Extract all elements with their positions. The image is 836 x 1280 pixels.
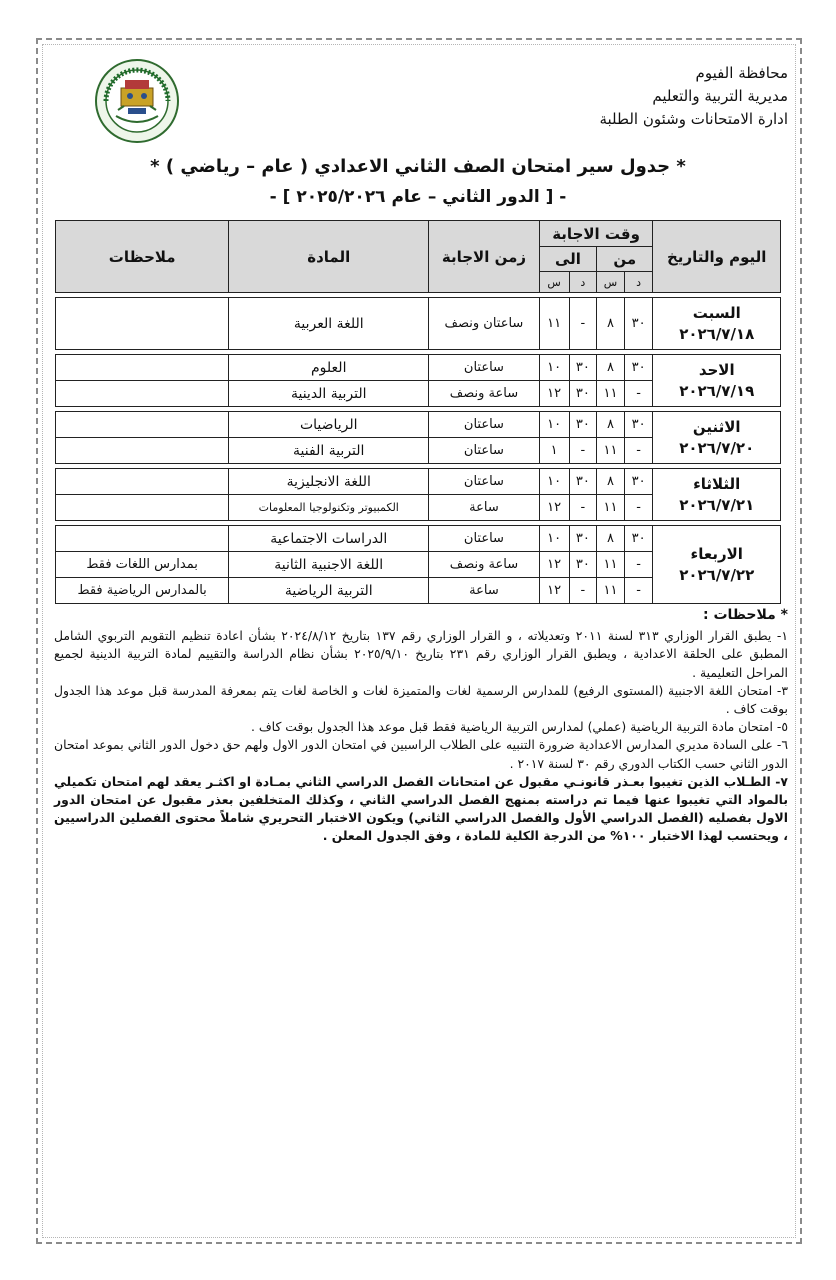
subject: اللغة العربية xyxy=(229,298,429,350)
subject: التربية الرياضية xyxy=(229,578,429,604)
duration: ساعة xyxy=(429,495,540,521)
exam-schedule-table xyxy=(55,220,781,604)
to-hour: ١٢ xyxy=(539,578,569,604)
header-notes: ملاحظات xyxy=(56,221,229,293)
notes-title: * ملاحظات : xyxy=(702,607,788,623)
header-day-date: اليوم والتاريخ xyxy=(653,221,781,293)
table-row xyxy=(56,526,781,552)
to-hour: ١٠ xyxy=(539,355,569,381)
directorate-name: مديرية التربية والتعليم xyxy=(652,87,788,105)
header-subject: المادة xyxy=(229,221,429,293)
from-minute: ٣٠ xyxy=(624,526,653,552)
from-minute: - xyxy=(624,578,653,604)
subject: اللغة الانجليزية xyxy=(229,469,429,495)
subject: التربية الدينية xyxy=(229,381,429,407)
header-from-hour: س xyxy=(597,272,625,293)
note-item: ٥- امتحان مادة التربية الرياضية (عملي) لمدارس التربية الرياضية فقط قبل موعد هذا الجدول بوقت كاف . xyxy=(250,719,788,735)
header-from: من xyxy=(597,247,653,272)
day-name: الاحد xyxy=(698,360,735,379)
table-row xyxy=(56,355,781,381)
day-date: ٢٠٢٦/٧/١٨ xyxy=(679,324,755,343)
to-minute: - xyxy=(569,298,597,350)
header-duration: زمن الاجابة xyxy=(429,221,540,293)
duration: ساعتان xyxy=(429,438,540,464)
duration: ساعتان ونصف xyxy=(429,298,540,350)
to-hour: ١٠ xyxy=(539,469,569,495)
from-minute: ٣٠ xyxy=(624,298,653,350)
document-title: * جدول سير امتحان الصف الثاني الاعدادي ( عام – رياضي ) * xyxy=(150,156,686,177)
to-minute: - xyxy=(569,495,597,521)
from-hour: ١١ xyxy=(597,552,625,578)
to-hour: ١٢ xyxy=(539,381,569,407)
to-minute: - xyxy=(569,578,597,604)
subject: العلوم xyxy=(229,355,429,381)
duration: ساعة ونصف xyxy=(429,381,540,407)
note xyxy=(56,355,229,381)
header-from-minute: د xyxy=(624,272,653,293)
from-hour: ١١ xyxy=(597,381,625,407)
day-name: الثلاثاء xyxy=(693,474,741,493)
document-subtitle: - [ الدور الثاني – عام ٢٠٢٥/٢٠٢٦ ] - xyxy=(269,187,567,207)
day-date: ٢٠٢٦/٧/٢٢ xyxy=(679,565,755,584)
duration: ساعتان xyxy=(429,469,540,495)
from-hour: ٨ xyxy=(597,298,625,350)
from-hour: ١١ xyxy=(597,495,625,521)
header-to: الى xyxy=(539,247,596,272)
note: بمدارس اللغات فقط xyxy=(56,552,229,578)
duration: ساعتان xyxy=(429,526,540,552)
note xyxy=(56,469,229,495)
header-to-minute: د xyxy=(569,272,597,293)
header-answer-time: وقت الاجابة xyxy=(539,221,653,247)
from-hour: ٨ xyxy=(597,469,625,495)
note xyxy=(56,438,229,464)
day-cell xyxy=(653,526,781,604)
from-hour: ٨ xyxy=(597,355,625,381)
from-hour: ١١ xyxy=(597,438,625,464)
day-cell xyxy=(653,355,781,407)
note-item: ٦- على السادة مديري المدارس الاعدادية ضرورة التنبيه على الطلاب الراسبين في امتحان الدور الاول ولهم حق دخول الدور الثاني بموعد امتحان الدور الثاني حسب الكتاب الدوري رقم ٣٠ لسنة ٢٠١٧ . xyxy=(54,737,788,771)
day-cell xyxy=(653,469,781,521)
subject: الدراسات الاجتماعية xyxy=(229,526,429,552)
day-name: السبت xyxy=(692,303,741,322)
header-to-hour: س xyxy=(539,272,569,293)
to-hour: ١٠ xyxy=(539,526,569,552)
day-date: ٢٠٢٦/٧/٢١ xyxy=(679,495,755,514)
to-hour: ١٢ xyxy=(539,495,569,521)
to-minute: ٣٠ xyxy=(569,381,597,407)
from-minute: - xyxy=(624,438,653,464)
to-minute: ٣٠ xyxy=(569,469,597,495)
note xyxy=(56,526,229,552)
from-minute: - xyxy=(624,381,653,407)
to-minute: ٣٠ xyxy=(569,552,597,578)
table-row xyxy=(56,412,781,438)
day-cell xyxy=(653,412,781,464)
to-hour: ١٠ xyxy=(539,412,569,438)
from-minute: - xyxy=(624,552,653,578)
table-row xyxy=(56,469,781,495)
to-minute: ٣٠ xyxy=(569,355,597,381)
table-row xyxy=(56,298,781,350)
from-minute: ٣٠ xyxy=(624,355,653,381)
duration: ساعة ونصف xyxy=(429,552,540,578)
department-name: ادارة الامتحانات وشئون الطلبة xyxy=(599,110,788,128)
day-date: ٢٠٢٦/٧/١٩ xyxy=(679,381,755,400)
note xyxy=(56,495,229,521)
from-hour: ١١ xyxy=(597,578,625,604)
subject: الكمبيوتر وتكنولوجيا المعلومات xyxy=(229,495,429,521)
note xyxy=(56,381,229,407)
from-hour: ٨ xyxy=(597,412,625,438)
from-minute: ٣٠ xyxy=(624,412,653,438)
subject: التربية الفنية xyxy=(229,438,429,464)
to-minute: - xyxy=(569,438,597,464)
note-item: ٧- الطـلاب الذين تغيبوا بعـذر قانونـي مقبول عن امتحانات الفصل الدراسي الثاني بمـادة او اكثـر يعقد لهم امتحان تكميلي بالمواد التي تغيبوا عنها فيما تم دراسته بمنهج الفصل الدراسي الثاني ، وكذلك المتخلفين بعذر مقبول عن امتحان الدور الاول بفصليه (الفصل الدراسي الأول والفصل الدراسي الثاني) ويكون الاختبار التحريري شاملاً محتوى الفصلين الدراسيين ، ويحتسب لهذا الاختبار ١٠٠% من الدرجة الكلية للمادة ، وفق الجدول المعلن . xyxy=(54,773,788,844)
from-minute: ٣٠ xyxy=(624,469,653,495)
notes-section xyxy=(54,606,788,846)
duration: ساعتان xyxy=(429,355,540,381)
note xyxy=(56,298,229,350)
subject: اللغة الاجنبية الثانية xyxy=(229,552,429,578)
governorate-name: محافظة الفيوم xyxy=(695,64,788,82)
from-hour: ٨ xyxy=(597,526,625,552)
to-hour: ١ xyxy=(539,438,569,464)
to-minute: ٣٠ xyxy=(569,526,597,552)
from-minute: - xyxy=(624,495,653,521)
note: بالمدارس الرياضية فقط xyxy=(56,578,229,604)
duration: ساعتان xyxy=(429,412,540,438)
note xyxy=(56,412,229,438)
subject: الرياضيات xyxy=(229,412,429,438)
day-cell xyxy=(653,298,781,350)
to-minute: ٣٠ xyxy=(569,412,597,438)
day-name: الاثنين xyxy=(692,417,741,436)
administration-header xyxy=(488,62,788,131)
note-item: ١- يطبق القرار الوزاري ٣١٣ لسنة ٢٠١١ وتعديلاته ، و القرار الوزاري رقم ١٣٧ بتاريخ ٢٠٢٤/٨/١٢ بشأن اعادة تنظيم التقويم التربوي الشامل المطبق على الحلقة الاعدادية ، ويطبق القرار الوزاري رقم ٢٣١ بتاريخ ٢٠٢٥/٩/١٠ بشأن نظام الدراسة والتقييم لمادة التربية الدينية لجميع المراحل التعليمية . xyxy=(54,628,789,680)
duration: ساعة xyxy=(429,578,540,604)
directorate-logo xyxy=(94,58,180,144)
to-hour: ١١ xyxy=(539,298,569,350)
to-hour: ١٢ xyxy=(539,552,569,578)
day-name: الاربعاء xyxy=(690,544,743,563)
note-item: ٣- امتحان اللغة الاجنبية (المستوى الرفيع) للمدارس الرسمية لغات والمتميزة لغات و الخاصة لغات يتم بمعرفة المدرسة قبل موعد هذا الجدول بوقت كاف . xyxy=(54,682,788,717)
day-date: ٢٠٢٦/٧/٢٠ xyxy=(679,438,755,457)
